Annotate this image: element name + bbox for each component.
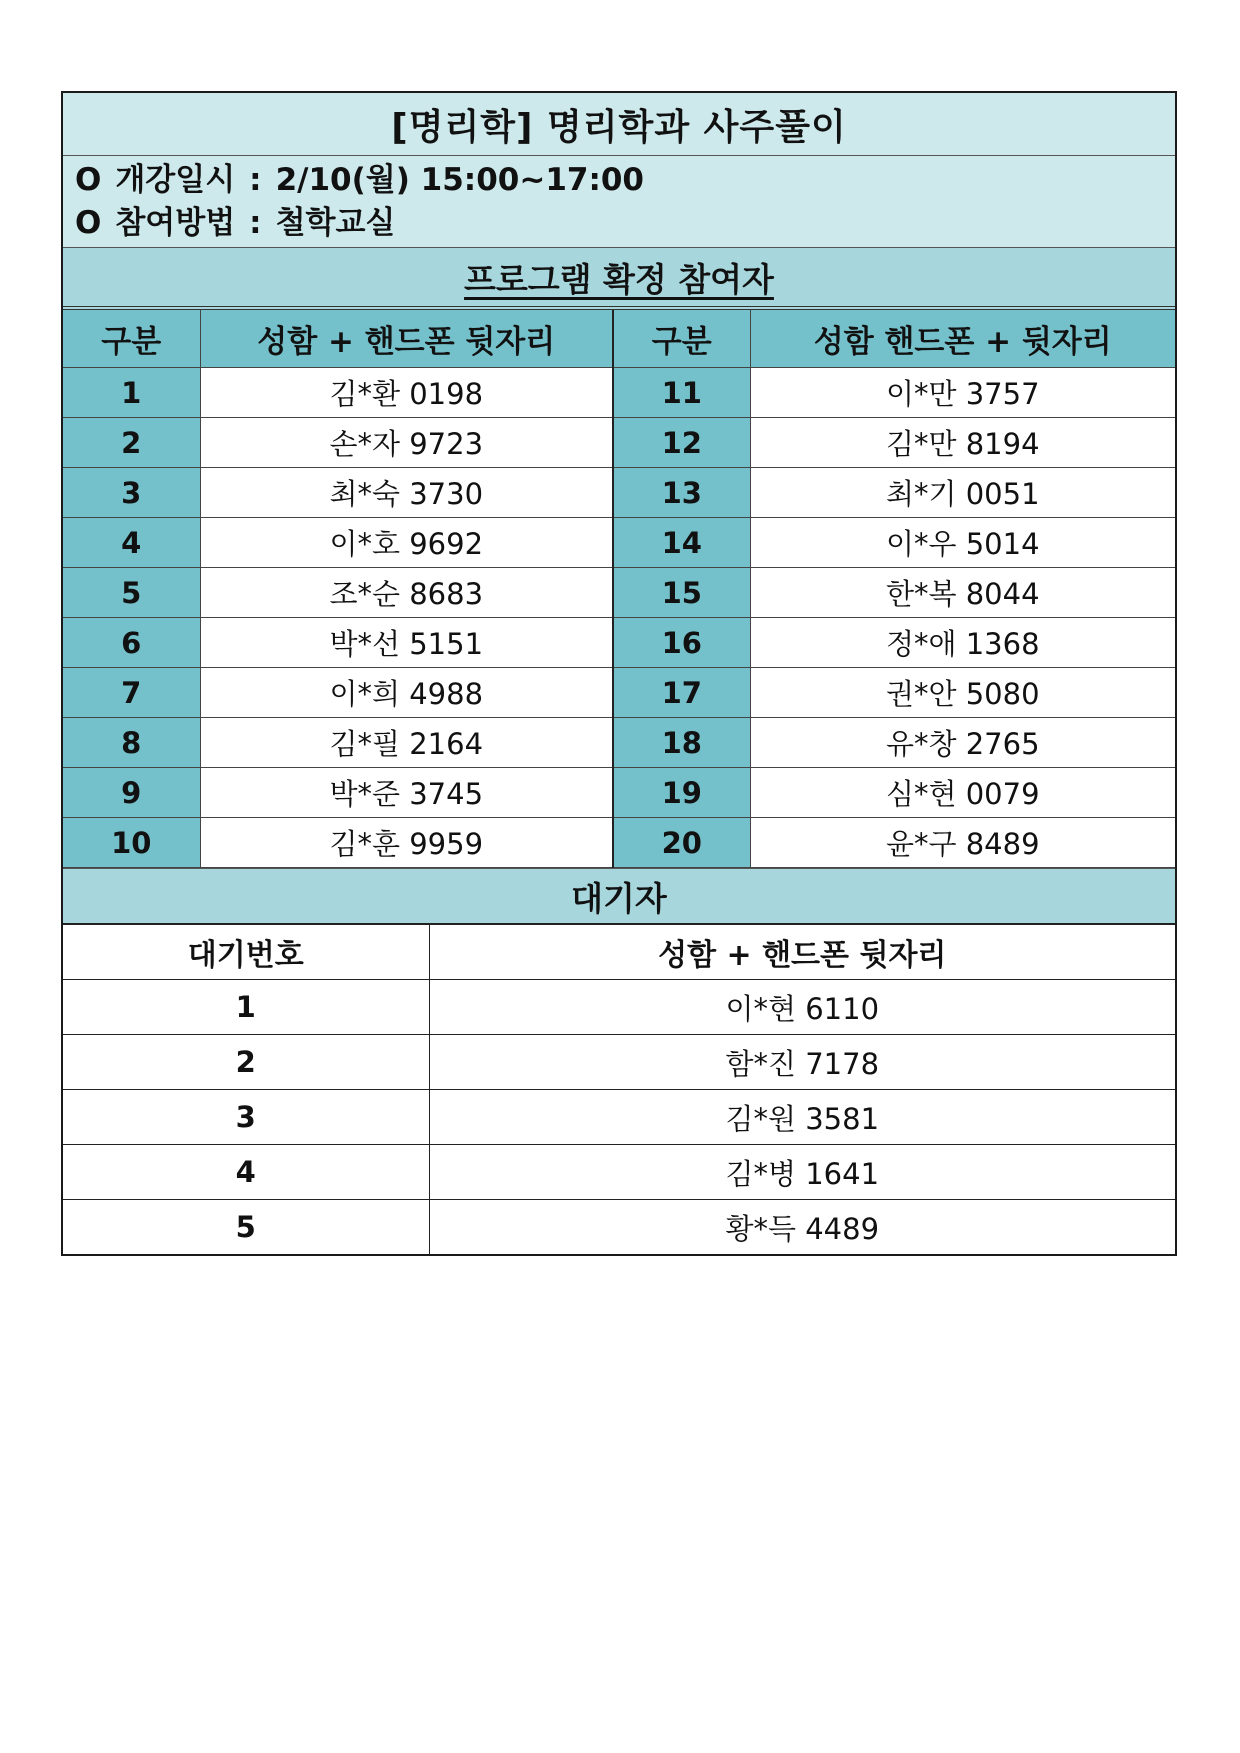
info-value: 철학교실 bbox=[275, 204, 396, 241]
wait-number: 5 bbox=[63, 1200, 429, 1255]
participant-number: 19 bbox=[613, 768, 750, 818]
table-row bbox=[63, 768, 1175, 818]
participant-name-phone: 최*기 0051 bbox=[750, 468, 1175, 518]
participant-number: 20 bbox=[613, 818, 750, 868]
participant-number: 3 bbox=[63, 468, 200, 518]
participant-name-phone: 이*우 5014 bbox=[750, 518, 1175, 568]
table-row bbox=[63, 980, 1175, 1035]
participant-number: 14 bbox=[613, 518, 750, 568]
participant-number: 11 bbox=[613, 368, 750, 418]
table-header-row bbox=[63, 310, 1175, 368]
wait-name-phone: 이*현 6110 bbox=[429, 980, 1175, 1035]
header-number: 구분 bbox=[63, 310, 200, 368]
header-name-phone: 성함 + 핸드폰 뒷자리 bbox=[429, 925, 1175, 980]
header-name-phone: 성함 + 핸드폰 뒷자리 bbox=[200, 310, 613, 368]
participant-name-phone: 김*필 2164 bbox=[200, 718, 613, 768]
table-row bbox=[63, 1200, 1175, 1255]
participant-name-phone: 이*호 9692 bbox=[200, 518, 613, 568]
info-label: 참여방법 bbox=[115, 204, 236, 241]
table-row bbox=[63, 468, 1175, 518]
participant-name-phone: 김*훈 9959 bbox=[200, 818, 613, 868]
participant-name-phone: 권*안 5080 bbox=[750, 668, 1175, 718]
header-name-phone: 성함 핸드폰 + 뒷자리 bbox=[750, 310, 1175, 368]
participant-name-phone: 손*자 9723 bbox=[200, 418, 613, 468]
table-row bbox=[63, 368, 1175, 418]
wait-number: 1 bbox=[63, 980, 429, 1035]
participant-name-phone: 윤*구 8489 bbox=[750, 818, 1175, 868]
participant-number: 15 bbox=[613, 568, 750, 618]
info-bullet: O bbox=[75, 204, 102, 241]
participant-number: 18 bbox=[613, 718, 750, 768]
participant-name-phone: 김*만 8194 bbox=[750, 418, 1175, 468]
participant-number: 13 bbox=[613, 468, 750, 518]
document-title: [명리학] 명리학과 사주풀이 bbox=[63, 93, 1175, 156]
participant-number: 6 bbox=[63, 618, 200, 668]
table-row bbox=[63, 618, 1175, 668]
wait-number: 4 bbox=[63, 1145, 429, 1200]
participant-name-phone: 심*현 0079 bbox=[750, 768, 1175, 818]
participant-number: 9 bbox=[63, 768, 200, 818]
wait-name-phone: 황*득 4489 bbox=[429, 1200, 1175, 1255]
participant-name-phone: 박*선 5151 bbox=[200, 618, 613, 668]
participant-name-phone: 한*복 8044 bbox=[750, 568, 1175, 618]
table-row bbox=[63, 418, 1175, 468]
participant-name-phone: 이*만 3757 bbox=[750, 368, 1175, 418]
course-info bbox=[63, 156, 1175, 248]
participant-name-phone: 이*희 4988 bbox=[200, 668, 613, 718]
table-row bbox=[63, 1145, 1175, 1200]
participant-number: 7 bbox=[63, 668, 200, 718]
wait-name-phone: 함*진 7178 bbox=[429, 1035, 1175, 1090]
table-row bbox=[63, 668, 1175, 718]
info-separator: : bbox=[249, 161, 262, 198]
participant-number: 16 bbox=[613, 618, 750, 668]
participant-number: 8 bbox=[63, 718, 200, 768]
participant-number: 10 bbox=[63, 818, 200, 868]
participant-number: 12 bbox=[613, 418, 750, 468]
header-number: 구분 bbox=[613, 310, 750, 368]
participant-number: 2 bbox=[63, 418, 200, 468]
table-row bbox=[63, 718, 1175, 768]
document bbox=[61, 91, 1177, 1256]
table-row bbox=[63, 518, 1175, 568]
participant-name-phone: 최*숙 3730 bbox=[200, 468, 613, 518]
table-header-row bbox=[63, 925, 1175, 980]
wait-name-phone: 김*병 1641 bbox=[429, 1145, 1175, 1200]
header-wait-number: 대기번호 bbox=[63, 925, 429, 980]
participant-number: 5 bbox=[63, 568, 200, 618]
participant-name-phone: 유*창 2765 bbox=[750, 718, 1175, 768]
confirmed-section-title: 프로그램 확정 참여자 bbox=[63, 248, 1175, 310]
table-row bbox=[63, 818, 1175, 868]
info-bullet: O bbox=[75, 161, 102, 198]
wait-number: 3 bbox=[63, 1090, 429, 1145]
participant-name-phone: 조*순 8683 bbox=[200, 568, 613, 618]
confirmed-participants-table bbox=[63, 310, 1175, 868]
participant-number: 17 bbox=[613, 668, 750, 718]
waitlist-section-title: 대기자 bbox=[63, 868, 1175, 925]
participant-number: 4 bbox=[63, 518, 200, 568]
info-method bbox=[75, 202, 1175, 245]
info-label: 개강일시 bbox=[115, 161, 236, 198]
wait-name-phone: 김*원 3581 bbox=[429, 1090, 1175, 1145]
info-separator: : bbox=[249, 204, 262, 241]
table-row bbox=[63, 568, 1175, 618]
waitlist-table bbox=[63, 925, 1175, 1254]
wait-number: 2 bbox=[63, 1035, 429, 1090]
participant-name-phone: 정*애 1368 bbox=[750, 618, 1175, 668]
info-schedule bbox=[75, 159, 1175, 202]
participant-number: 1 bbox=[63, 368, 200, 418]
table-row bbox=[63, 1090, 1175, 1145]
participant-name-phone: 김*환 0198 bbox=[200, 368, 613, 418]
participant-name-phone: 박*준 3745 bbox=[200, 768, 613, 818]
info-value: 2/10(월) 15:00~17:00 bbox=[275, 161, 644, 198]
table-row bbox=[63, 1035, 1175, 1090]
